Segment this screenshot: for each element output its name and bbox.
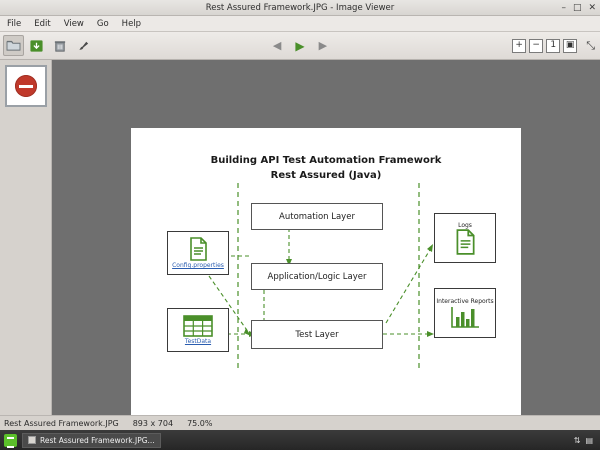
bar-chart-icon: [450, 305, 480, 329]
zoom-fit-button[interactable]: ▣: [563, 39, 577, 53]
test-layer-box: Test Layer: [251, 320, 383, 349]
window-controls: [561, 0, 596, 16]
test-data-item: [167, 308, 229, 352]
menu-item-view[interactable]: View: [63, 18, 84, 29]
spreadsheet-icon: [183, 315, 213, 337]
workspace-icon[interactable]: ▤: [585, 435, 593, 445]
system-tray: [574, 436, 596, 445]
slideshow-button[interactable]: ▶: [295, 38, 305, 53]
menu-item-edit[interactable]: Edit: [34, 18, 51, 29]
taskbar-item-label: Rest Assured Framework.JPG...: [40, 435, 155, 445]
image-canvas[interactable]: [52, 60, 600, 415]
interactive-reports-item: [434, 288, 496, 338]
save-button[interactable]: [26, 35, 47, 56]
taskbar: [0, 430, 600, 450]
application-logic-layer-box: Application/Logic Layer: [251, 263, 383, 290]
window-icon: [28, 436, 36, 444]
network-icon[interactable]: ⇅: [573, 435, 581, 445]
save-icon: [29, 39, 44, 53]
automation-layer-box: Automation Layer: [251, 203, 383, 230]
toolbar: [0, 32, 600, 60]
diagram: [131, 128, 521, 415]
image-title-line1: Building API Test Automation Framework: [210, 155, 442, 166]
logs-label: Logs: [458, 221, 472, 229]
delete-button[interactable]: [49, 35, 70, 56]
toolbar-left-group: [0, 35, 93, 56]
previous-image-button[interactable]: ◀: [272, 39, 282, 52]
logs-item: [434, 213, 496, 263]
thumbnail-item[interactable]: [5, 65, 47, 107]
displayed-image: [131, 128, 521, 415]
zoom-out-button[interactable]: −: [529, 39, 543, 53]
document-icon: [188, 237, 208, 261]
menu-item-go[interactable]: Go: [96, 18, 109, 29]
status-zoom: 75.0%: [187, 418, 213, 428]
title-bar: [0, 0, 600, 16]
brush-icon: [76, 39, 90, 53]
interactive-reports-label: Interactive Reports: [436, 297, 494, 305]
test-data-label: TestData: [184, 338, 212, 345]
minimize-button[interactable]: –: [561, 3, 566, 13]
window-title: Rest Assured Framework.JPG - Image Viewer: [205, 2, 395, 13]
document-icon: [454, 229, 476, 255]
status-bar: [0, 415, 600, 430]
fullscreen-button[interactable]: ⤡: [586, 38, 595, 52]
thumbnail-sidebar: [0, 60, 52, 415]
taskbar-item-image-viewer[interactable]: [22, 433, 161, 448]
status-dimensions: 893 x 704: [132, 418, 174, 428]
toolbar-zoom-group: [512, 39, 600, 53]
main-area: [0, 60, 600, 415]
close-button[interactable]: ✕: [588, 3, 596, 13]
menu-bar: [0, 16, 600, 32]
image-title-line2: Rest Assured (Java): [270, 170, 382, 181]
zoom-in-button[interactable]: +: [512, 39, 526, 53]
menu-item-file[interactable]: File: [7, 18, 22, 29]
zoom-normal-button[interactable]: 1: [546, 39, 560, 53]
config-properties-label: Config.properties: [172, 262, 224, 269]
menu-icon[interactable]: [4, 434, 17, 447]
trash-icon: [53, 39, 67, 53]
edit-button[interactable]: [72, 35, 93, 56]
no-entry-icon: [15, 75, 37, 97]
config-properties-item: [167, 231, 229, 275]
next-image-button[interactable]: ▶: [318, 39, 328, 52]
open-folder-button[interactable]: [3, 35, 24, 56]
menu-item-help[interactable]: Help: [121, 18, 142, 29]
folder-icon: [6, 39, 21, 52]
maximize-button[interactable]: □: [572, 3, 582, 13]
status-filename: Rest Assured Framework.JPG: [4, 418, 119, 428]
